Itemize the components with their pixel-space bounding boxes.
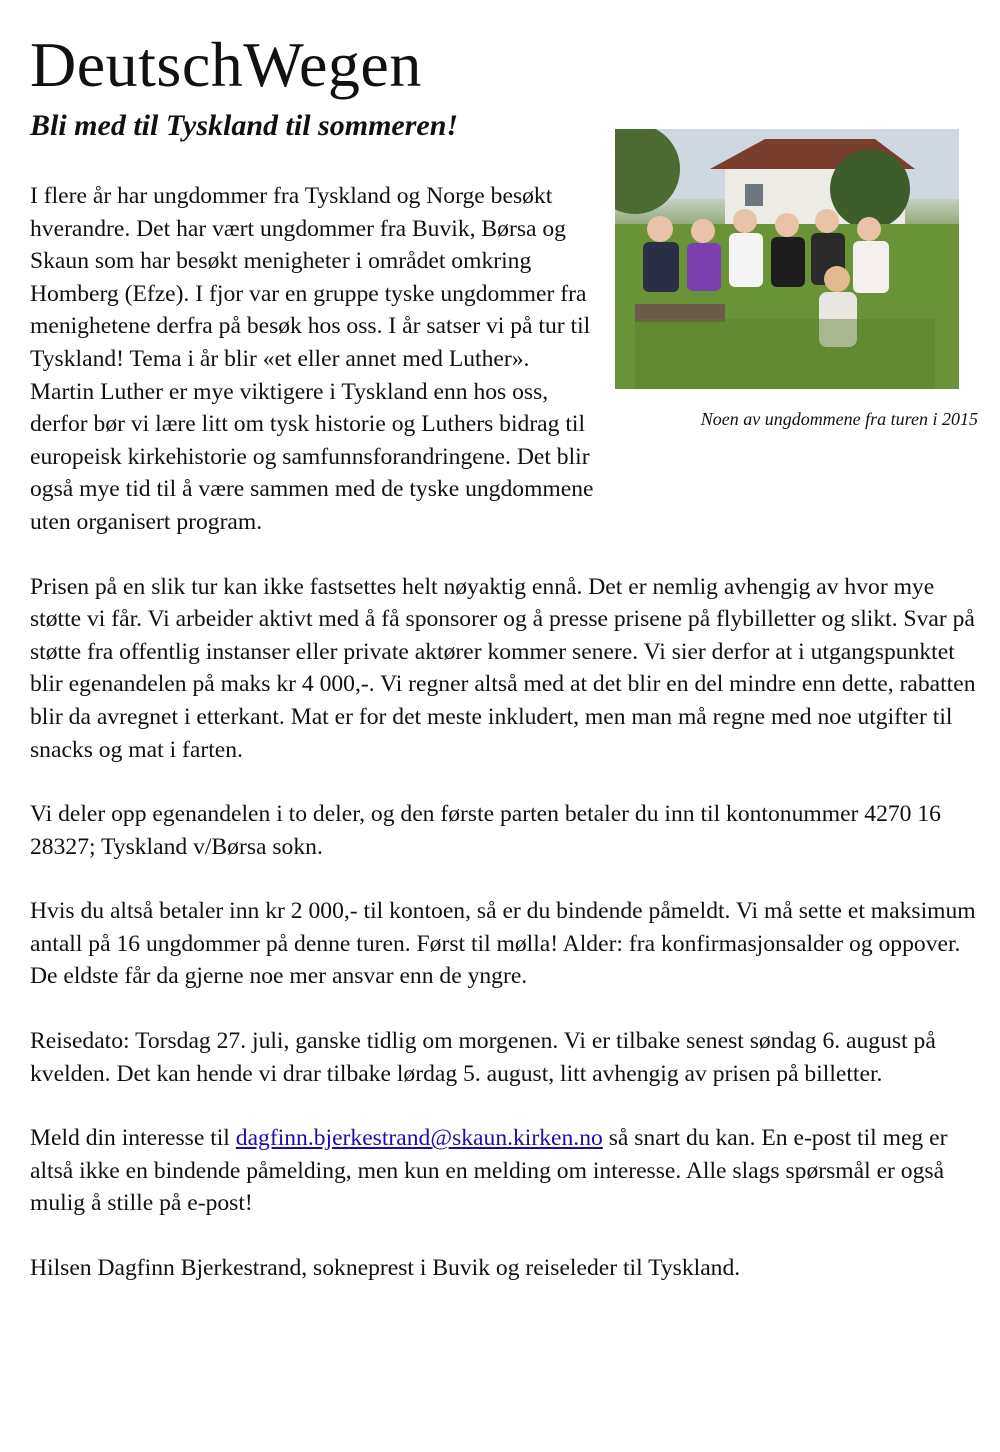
travel-dates-paragraph: Reisedato: Torsdag 27. juli, ganske tidlig om morgenen. Vi er tilbake senest søndag 6. august på kvelden. Det kan hende vi drar tilbake lørdag 5. august, litt avhengig av prisen på billetter. (30, 1028, 936, 1087)
signature-paragraph: Hilsen Dagfinn Bjerkestrand, sokneprest i Buvik og reiseleder til Tyskland. (30, 1255, 741, 1282)
photo-caption: Noen av ungdommene fra turen i 2015 (700, 409, 978, 429)
contact-text-before: Meld din interesse til (30, 1125, 236, 1152)
intro-paragraph: I flere år har ungdommer fra Tyskland og Norge besøkt hverandre. Det har vært ungdommer fra Buvik, Børsa og Skaun som har besøkt menigheter i området omkring Homberg (Efze). I fjor var en gruppe tyske ungdommer fra menighetene derfra på besøk hos oss. I år satser vi på tur til Tyskland! Tema i år blir «et eller annet med Luther». Martin Luther er mye viktigere i Tyskland enn hos oss, derfor bør vi lære litt om tysk historie og Luthers bidrag til europeisk kirkehistorie og samfunnsforandringene. Det blir også mye tid til å være sammen med de tyske ungdommene uten organisert program. (30, 183, 594, 535)
email-link[interactable]: dagfinn.bjerkestrand@skaun.kirken.no (235, 1125, 603, 1152)
contact-paragraph (30, 1122, 985, 1220)
price-paragraph: Prisen på en slik tur kan ikke fastsettes helt nøyaktig ennå. Det er nemlig avhengig av hvor mye støtte vi får. Vi arbeider aktivt med å få sponsorer og å presse prisene på flybilletter og slikt. Svar på støtte fra offentlig instanser eller private aktører kommer senere. Vi sier derfor at i utgangspunktet blir egenandelen på maks kr 4 000,-. Vi regner altså med at det blir en del mindre enn dette, rabatten blir da avregnet i etterkant. Mat er for det meste inkludert, men man må regne med noe utgifter til snacks og mat i farten. (30, 573, 976, 763)
document-page (30, 30, 985, 1317)
contact-text-after: så snart du kan. En e-post til meg er altså ikke en bindende påmelding, men kun en melding om interesse. Alle slags spørsmål er også mulig å stille på e-post! (30, 1125, 948, 1217)
page-title: DeutschWegen (30, 29, 422, 100)
page-subtitle: Bli med til Tyskland til sommeren! (30, 109, 459, 142)
registration-paragraph: Hvis du altså betaler inn kr 2 000,- til kontoen, så er du bindende påmeldt. Vi må sette et maksimum antall på 16 ungdommer på denne turen. Først til mølla! Alder: fra konfirmasjonsalder og oppover. De eldste får da gjerne noe mer ansvar enn de yngre. (30, 898, 976, 990)
group-photo-illustration (615, 129, 959, 389)
payment-paragraph: Vi deler opp egenandelen i to deler, og den første parten betaler du inn til kontonummer 4270 16 28327; Tyskland v/Børsa sokn. (30, 801, 941, 860)
photo-figure (615, 129, 985, 469)
group-photo (615, 129, 959, 389)
